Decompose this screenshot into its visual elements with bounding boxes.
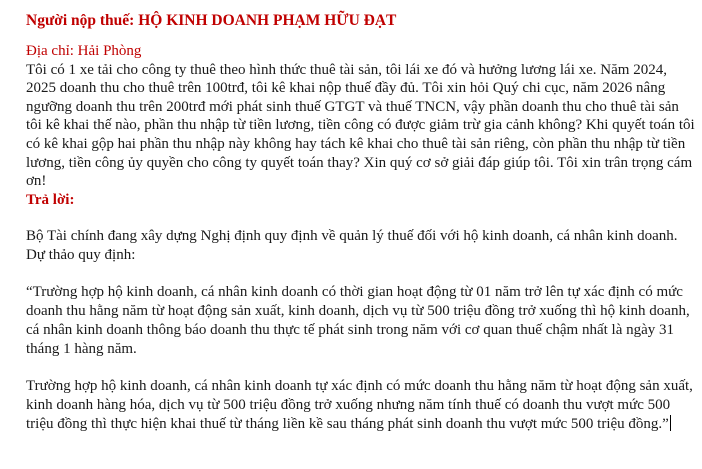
taxpayer-label: Người nộp thuế: (26, 12, 135, 29)
text-cursor (670, 415, 671, 431)
answer-paragraph-1: Bộ Tài chính đang xây dựng Nghị định quy định về quản lý thuế đối với hộ kinh doanh, cá nhân kinh doanh. Dự thảo quy định: (26, 228, 678, 264)
answer-heading: Trả lời: (26, 191, 75, 208)
address-label: Địa chỉ: (26, 43, 74, 59)
address-line (26, 42, 698, 61)
address-value: Hải Phòng (77, 43, 142, 59)
question-text: Tôi có 1 xe tải cho công ty thuê theo hình thức thuê tài sản, tôi lái xe đó và hưởng lương lái xe. Năm 2024, 2025 doanh thu cho thuê trên 100trđ, tôi kê khai nộp thuế đầy đủ. Tôi xin hỏi Quý chi cục, năm 2026 nâng ngưỡng doanh thu trên 200trđ mới phát sinh thuế GTGT và thuế TNCN, vậy phần doanh thu cho thuê tài sản tôi kê khai thế nào, phần thu nhập từ tiền lương, tiền công có được giảm trừ gia cảnh không? Khi quyết toán tôi có kê khai gộp hai phần thu nhập này không hay tách kê khai cho thuê tài sản riêng, còn phần thu nhập từ tiền lương, tiền công ủy quyền cho công ty quyết toán thay? Xin quý cơ sở giải đáp giúp tôi. Tôi xin trân trọng cám ơn! (26, 61, 695, 190)
taxpayer-name: HỘ KINH DOANH PHẠM HỮU ĐẠT (138, 12, 397, 29)
taxpayer-heading (26, 10, 698, 32)
document-body (26, 10, 698, 434)
answer-paragraph-3-text: Trường hợp hộ kinh doanh, cá nhân kinh doanh tự xác định có mức doanh thu hằng năm từ hoạt động sản xuất, kinh doanh hàng hóa, dịch vụ từ 500 triệu đồng trở xuống nhưng năm tính thuế có doanh thu vượt mức 500 triệu đồng thì thực hiện khai thuế từ tháng liền kề sau tháng phát sinh doanh thu vượt mức 500 triệu đồng.” (26, 378, 693, 433)
answer-paragraph-3 (26, 377, 698, 434)
answer-paragraph-2: “Trường hợp hộ kinh doanh, cá nhân kinh doanh có thời gian hoạt động từ 01 năm trở lên tự xác định có mức doanh thu hằng năm từ hoạt động sản xuất, kinh doanh, dịch vụ từ 500 triệu đồng trở xuống thì hộ kinh doanh, cá nhân kinh doanh thông báo doanh thu thực tế phát sinh trong năm với cơ quan thuế chậm nhất là ngày 31 tháng 1 hàng năm. (26, 284, 690, 358)
